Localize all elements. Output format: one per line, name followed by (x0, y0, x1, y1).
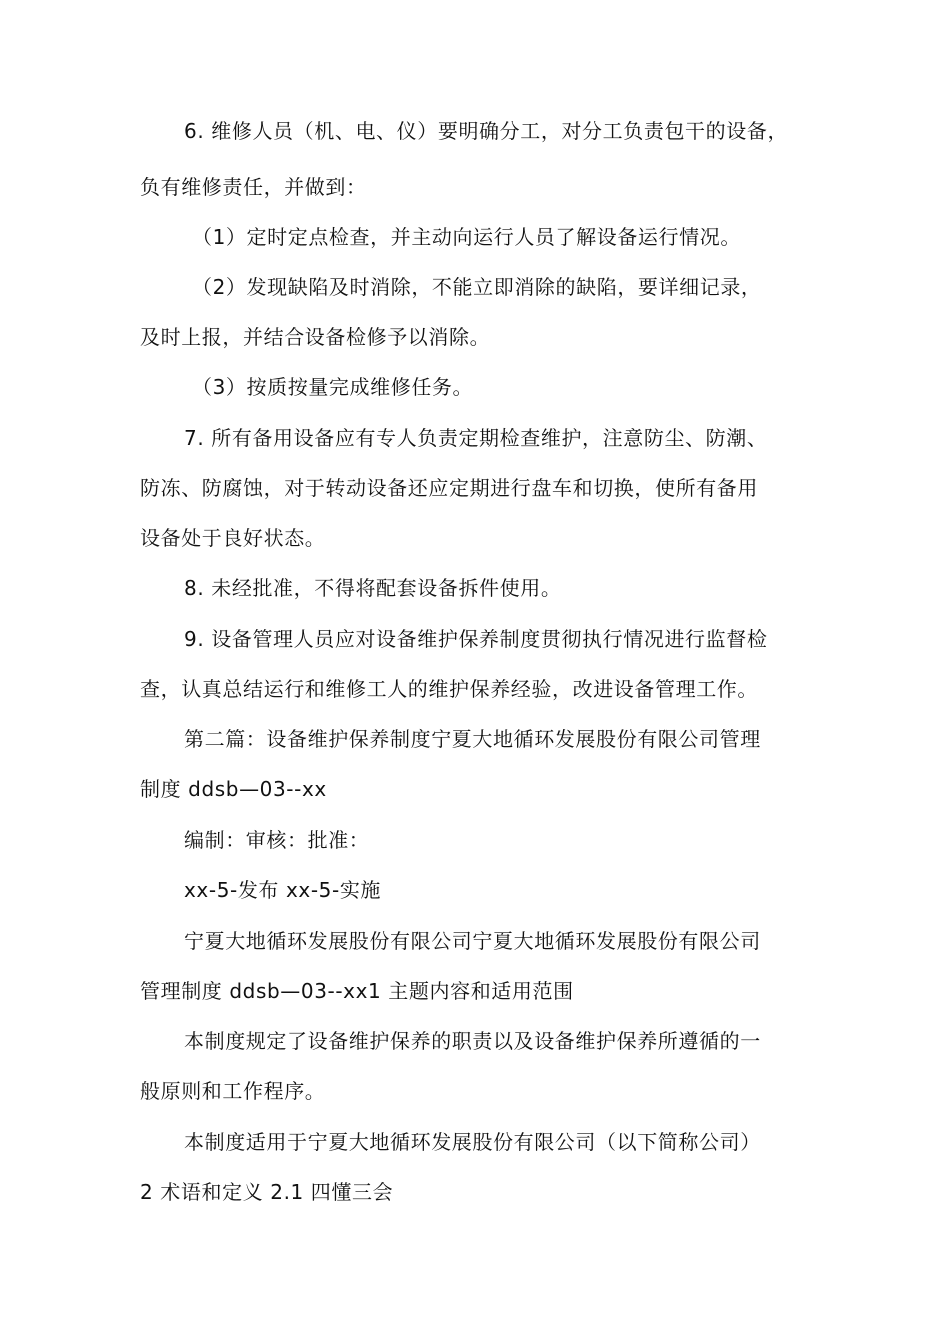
paragraph-8-line: 8. 未经批准，不得将配套设备拆件使用。 (184, 576, 562, 600)
company-header-line-2: 管理制度 ddsb—03--xx1 主题内容和适用范围 (140, 979, 574, 1003)
applicability-line: 本制度适用于宁夏大地循环发展股份有限公司（以下简称公司） (184, 1130, 761, 1154)
company-header-line-1: 宁夏大地循环发展股份有限公司宁夏大地循环发展股份有限公司 (184, 929, 761, 953)
item-2-line-1: （2）发现缺陷及时消除，不能立即消除的缺陷，要详细记录， (192, 275, 762, 299)
paragraph-7-line-1: 7. 所有备用设备应有专人负责定期检查维护，注意防尘、防潮、 (184, 426, 768, 450)
scope-paragraph-line-2: 般原则和工作程序。 (140, 1079, 326, 1103)
paragraph-7-line-2: 防冻、防腐蚀，对于转动设备还应定期进行盘车和切换，使所有备用 (140, 476, 758, 500)
publish-date-line: xx-5-发布 xx-5-实施 (184, 878, 382, 902)
section-two-title-line-2: 制度 ddsb—03--xx (140, 777, 327, 801)
paragraph-6-line-1: 6. 维修人员（机、电、仪）要明确分工，对分工负责包干的设备， (184, 119, 789, 143)
item-1-line: （1）定时定点检查，并主动向运行人员了解设备运行情况。 (192, 225, 741, 249)
paragraph-9-line-1: 9. 设备管理人员应对设备维护保养制度贯彻执行情况进行监督检 (184, 627, 768, 651)
terms-heading-line: 2 术语和定义 2.1 四懂三会 (140, 1180, 394, 1204)
section-two-title-line-1: 第二篇：设备维护保养制度宁夏大地循环发展股份有限公司管理 (184, 727, 761, 751)
paragraph-6-line-2: 负有维修责任，并做到： (140, 175, 367, 199)
paragraph-9-line-2: 查，认真总结运行和维修工人的维护保养经验，改进设备管理工作。 (140, 677, 758, 701)
scope-paragraph-line-1: 本制度规定了设备维护保养的职责以及设备维护保养所遵循的一 (184, 1029, 761, 1053)
paragraph-7-line-3: 设备处于良好状态。 (140, 526, 326, 550)
approval-line: 编制：审核：批准： (184, 828, 370, 852)
item-2-line-2: 及时上报，并结合设备检修予以消除。 (140, 325, 491, 349)
item-3-line: （3）按质按量完成维修任务。 (192, 375, 474, 399)
